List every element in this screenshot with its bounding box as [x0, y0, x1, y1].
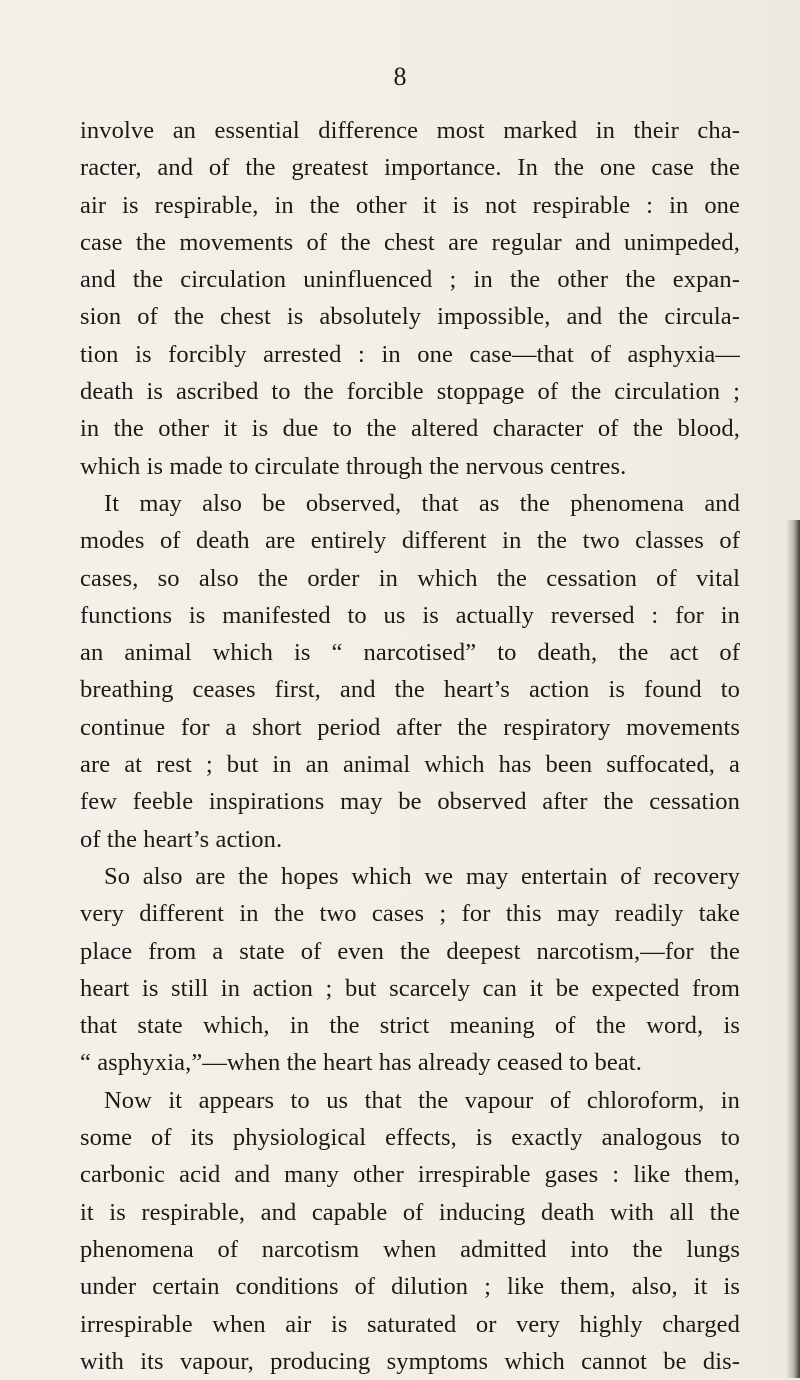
text-line: air is respirable, in the other it is not respirable : in one — [80, 191, 740, 219]
text-line: racter, and of the greatest importance. In the one case the — [80, 154, 740, 182]
text-line: cases, so also the order in which the cessation of vital — [80, 564, 740, 592]
text-line: which is made to circulate through the nervous centres. — [80, 452, 627, 480]
text-line: some of its physiological effects, is exactly analogous to — [80, 1124, 740, 1152]
text-line: an animal which is “ narcotised” to death, the act of — [80, 639, 740, 667]
text-line: functions is manifested to us is actually reversed : for in — [80, 601, 740, 629]
text-line: very different in the two cases ; for this may readily take — [80, 900, 740, 928]
paragraph-start-line: So also are the hopes which we may entertain of recovery — [104, 862, 740, 890]
paragraph-start-line: Now it appears to us that the vapour of chloroform, in — [104, 1086, 740, 1114]
text-line: death is ascribed to the forcible stoppage of the circulation ; — [80, 378, 740, 406]
text-line: breathing ceases first, and the heart’s action is found to — [80, 676, 740, 704]
text-line: with its vapour, producing symptoms which cannot be dis- — [80, 1347, 740, 1375]
text-line: modes of death are entirely different in the two classes of — [80, 527, 740, 555]
body-text — [80, 112, 740, 1380]
text-line: in the other it is due to the altered character of the blood, — [80, 415, 740, 443]
text-line: it is respirable, and capable of inducing death with all the — [80, 1198, 740, 1226]
text-line: phenomena of narcotism when admitted into the lungs — [80, 1235, 740, 1263]
text-line: tion is forcibly arrested : in one case—that of asphyxia— — [80, 340, 740, 368]
text-line: carbonic acid and many other irrespirable gases : like them, — [80, 1161, 740, 1189]
page-number: 8 — [393, 62, 407, 91]
text-line: place from a state of even the deepest narcotism,—for the — [80, 937, 740, 965]
text-line: under certain conditions of dilution ; like them, also, it is — [80, 1273, 740, 1301]
text-line: case the movements of the chest are regular and unimpeded, — [80, 228, 740, 256]
text-line: that state which, in the strict meaning of the word, is — [80, 1012, 740, 1040]
text-line: few feeble inspirations may be observed after the cessation — [80, 788, 740, 816]
text-line: of the heart’s action. — [80, 825, 283, 853]
text-line: “ asphyxia,”—when the heart has already ceased to beat. — [80, 1049, 642, 1077]
text-line: and the circulation uninfluenced ; in the other the expan- — [80, 266, 740, 294]
text-line: irrespirable when air is saturated or very highly charged — [80, 1310, 740, 1338]
page-edge-shadow — [786, 520, 800, 1378]
paragraph-start-line: It may also be observed, that as the phenomena and — [104, 489, 740, 517]
text-line: continue for a short period after the respiratory movements — [80, 713, 740, 741]
text-line: involve an essential difference most marked in their cha- — [80, 117, 740, 144]
text-line: are at rest ; but in an animal which has been suffocated, a — [80, 751, 740, 779]
text-line: sion of the chest is absolutely impossible, and the circula- — [80, 303, 740, 331]
text-line: heart is still in action ; but scarcely can it be expected from — [80, 974, 740, 1002]
